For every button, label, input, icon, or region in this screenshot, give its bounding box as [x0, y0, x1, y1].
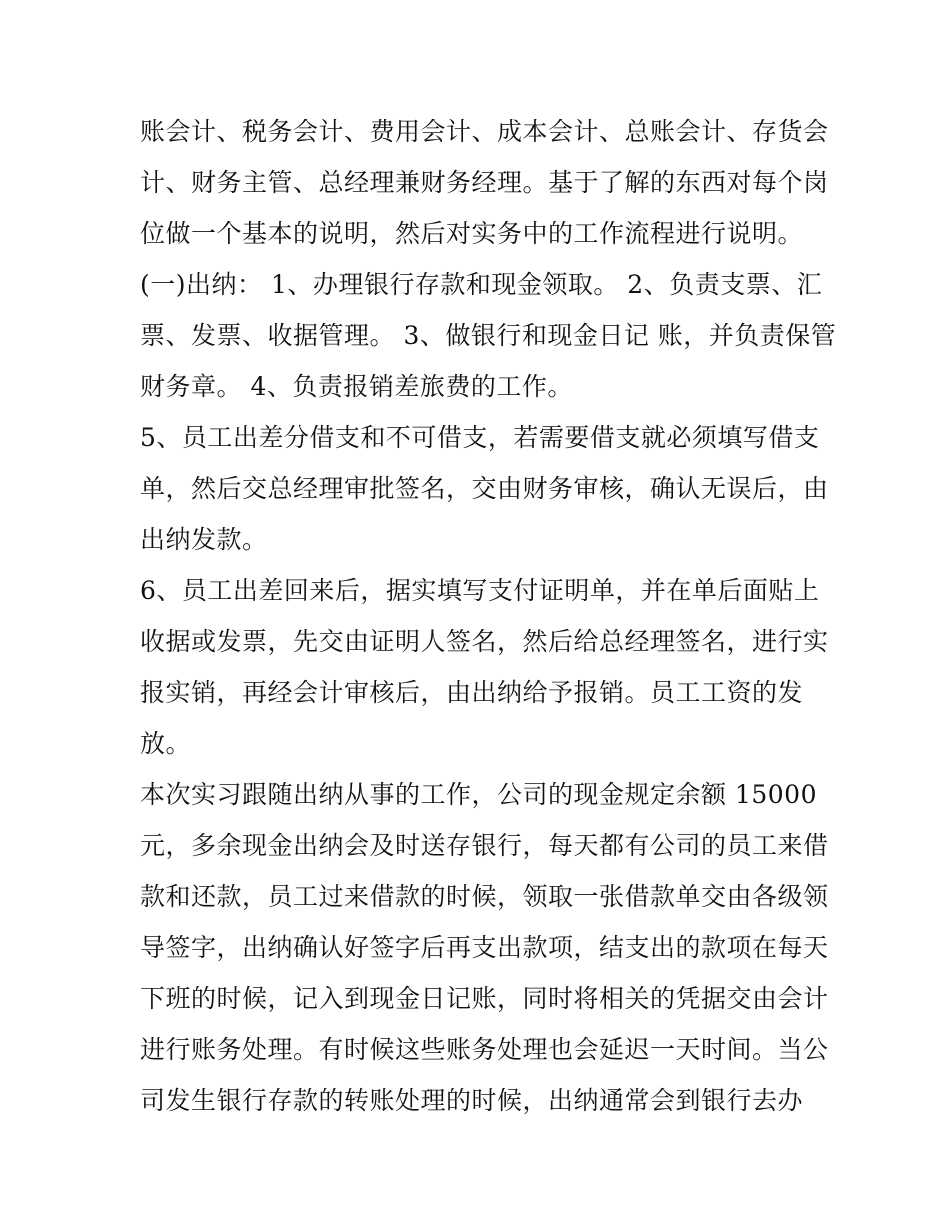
text-line: 本次实习跟随出纳从事的工作，公司的现金规定余额 15000: [140, 780, 817, 809]
text-line: 位做一个基本的说明，然后对实务中的工作流程进行说明。: [140, 219, 804, 248]
text-line: 报实销，再经会计审核后，由出纳给予报销。员工工资的发: [140, 678, 804, 707]
text-line: 票、发票、收据管理。 3、做银行和现金日记 账，并负责保管: [140, 321, 837, 350]
text-line: 计、财务主管、总经理兼财务经理。基于了解的东西对每个岗: [140, 168, 829, 197]
text-line: 导签字，出纳确认好签字后再支出款项，结支出的款项在每天: [140, 933, 829, 962]
text-line: 司发生银行存款的转账处理的时候，出纳通常会到银行去办: [140, 1086, 804, 1115]
text-line: 收据或发票，先交由证明人签名，然后给总经理签名，进行实: [140, 627, 829, 656]
text-line: 进行账务处理。有时候这些账务处理也会延迟一天时间。当公: [140, 1035, 829, 1064]
text-line: 5、员工出差分借支和不可借支，若需要借支就必须填写借支: [140, 423, 820, 452]
text-line: 款和还款，员工过来借款的时候，领取一张借款单交由各级领: [140, 882, 829, 911]
text-line: 单，然后交总经理审批签名，交由财务审核，确认无误后，由: [140, 474, 829, 503]
text-line: 账会计、税务会计、费用会计、成本会计、总账会计、存货会: [140, 117, 829, 146]
text-line: 放。: [140, 729, 192, 758]
text-line: 出纳发款。: [140, 525, 268, 554]
text-line: 财务章。 4、负责报销差旅费的工作。: [140, 372, 573, 401]
text-line: 6、员工出差回来后，据实填写支付证明单，并在单后面贴上: [140, 576, 820, 605]
text-line: (一)出纳： 1、办理银行存款和现金领取。 2、负责支票、汇: [140, 270, 823, 299]
text-line: 元，多余现金出纳会及时送存银行，每天都有公司的员工来借: [140, 831, 829, 860]
text-line: 下班的时候，记入到现金日记账，同时将相关的凭据交由会计: [140, 984, 829, 1013]
body-text: [140, 106, 837, 1126]
